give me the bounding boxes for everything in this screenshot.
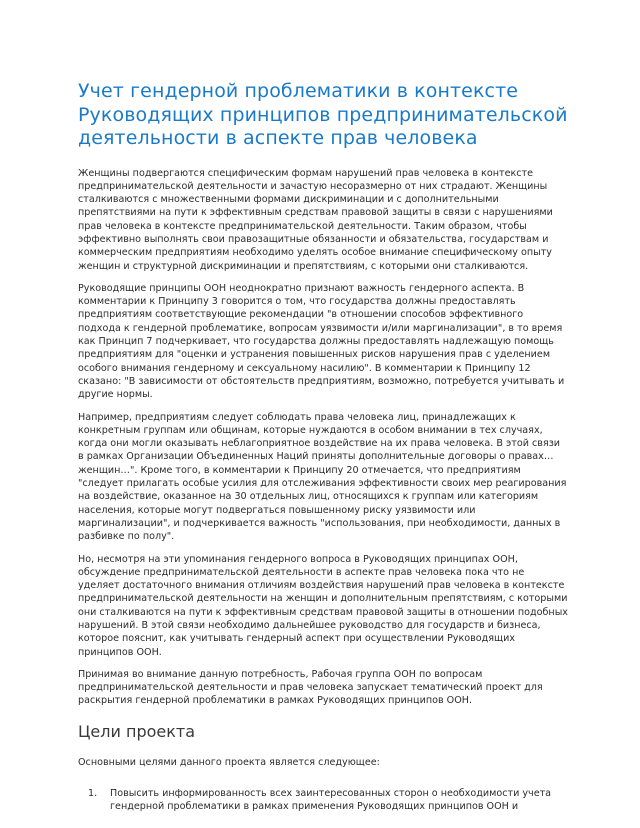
paragraph-5: Принимая во внимание данную потребность, Рабочая группа ООН по вопросам предпринимательской деятельности и прав человека запускает тематический проект для раскрытия гендерной проблематики в рамках Руководящих принципов ООН. (78, 668, 543, 707)
section-heading: Цели проекта (78, 721, 196, 741)
section-intro: Основными целями данного проекта является следующее: (78, 756, 380, 768)
paragraph-4: Но, несмотря на эти упоминания гендерного вопроса в Руководящих принципах ООН, обсуждение предпринимательской деятельности в аспекте прав человека пока что не уделяет достаточного внимания отличиям воздействия нарушений прав человека в контексте предпринимательской деятельности на женщин и дополнительным препятствиям, с которыми они сталкиваются на пути к эффективным средствам правовой защиты в отношении подобных нарушений. В этой связи необходимо дальнейшее руководство для государств и бизнеса, которое пояснит, как учитывать гендерный аспект при осуществлении Руководящих принципов ООН. (78, 553, 568, 658)
paragraph-1: Женщины подвергаются специфическим формам нарушений прав человека в контексте предпринимательской деятельности и зачастую несоразмерно от них страдают. Женщины сталкиваются с множественными формами дискриминации и с дополнительными препятствиями на пути к эффективным средствам правовой защиты в связи с нарушениями прав человека в контексте предпринимательской деятельности. Таким образом, чтобы эффективно выполнять свои правозащитные обязанности и обязательства, государствам и коммерческим предприятиям необходимо уделять особое внимание специфическому опыту женщин и структурной дискриминации и препятствиям, с которыми они сталкиваются. (78, 167, 553, 272)
list-item (78, 787, 568, 814)
document-page (78, 80, 568, 814)
paragraph-3: Например, предприятиям следует соблюдать права человека лиц, принадлежащих к конкретным группам или общинам, которые нуждаются в особом внимании в тех случаях, когда они могли оказывать неблагоприятное воздействие на их права человека. В этой связи в рамках Организации Объединенных Наций приняты дополнительные договоры о правах… женщин…". Кроме того, в комментарии к Принципу 20 отмечается, что предприятиям "следует прилагать особые усилия для отслеживания эффективности своих мер реагирования на воздействие, оказанное на 30 отдельных лиц, относящихся к группам или категориям населения, которые могут подвергаться повышенному риску уязвимости или маргинализации", и подчеркивается важность "использования, при необходимости, данных в разбивке по полу". (78, 411, 567, 543)
list-number: 1. (88, 788, 98, 800)
document-title: Учет гендерной проблематики в контексте Руководящих принципов предпринимательской деятельности в аспекте прав человека (78, 80, 568, 149)
paragraph-2: Руководящие принципы ООН неоднократно признают важность гендерного аспекта. В комментарии к Принципу 3 говорится о том, что государства должны предоставлять предприятиям соответствующие рекомендации "в отношении способов эффективного подхода к гендерной проблематике, вопросам уязвимости и/или маргинализации", в то время как Принцип 7 подчеркивает, что государства должны предоставлять надлежащую помощь предприятиям для "оценки и устранения повышенных рисков нарушения прав с уделением особого внимания гендерному и сексуальному насилию". В комментарии к Принципу 12 сказано: "В зависимости от обстоятельств предприятиям, возможно, потребуется учитывать и другие нормы. (78, 282, 565, 401)
list-text: Повысить информированность всех заинтересованных сторон о необходимости учета гендерной проблематики в рамках применения Руководящих принципов ООН и (110, 788, 552, 813)
goals-list (78, 787, 568, 814)
